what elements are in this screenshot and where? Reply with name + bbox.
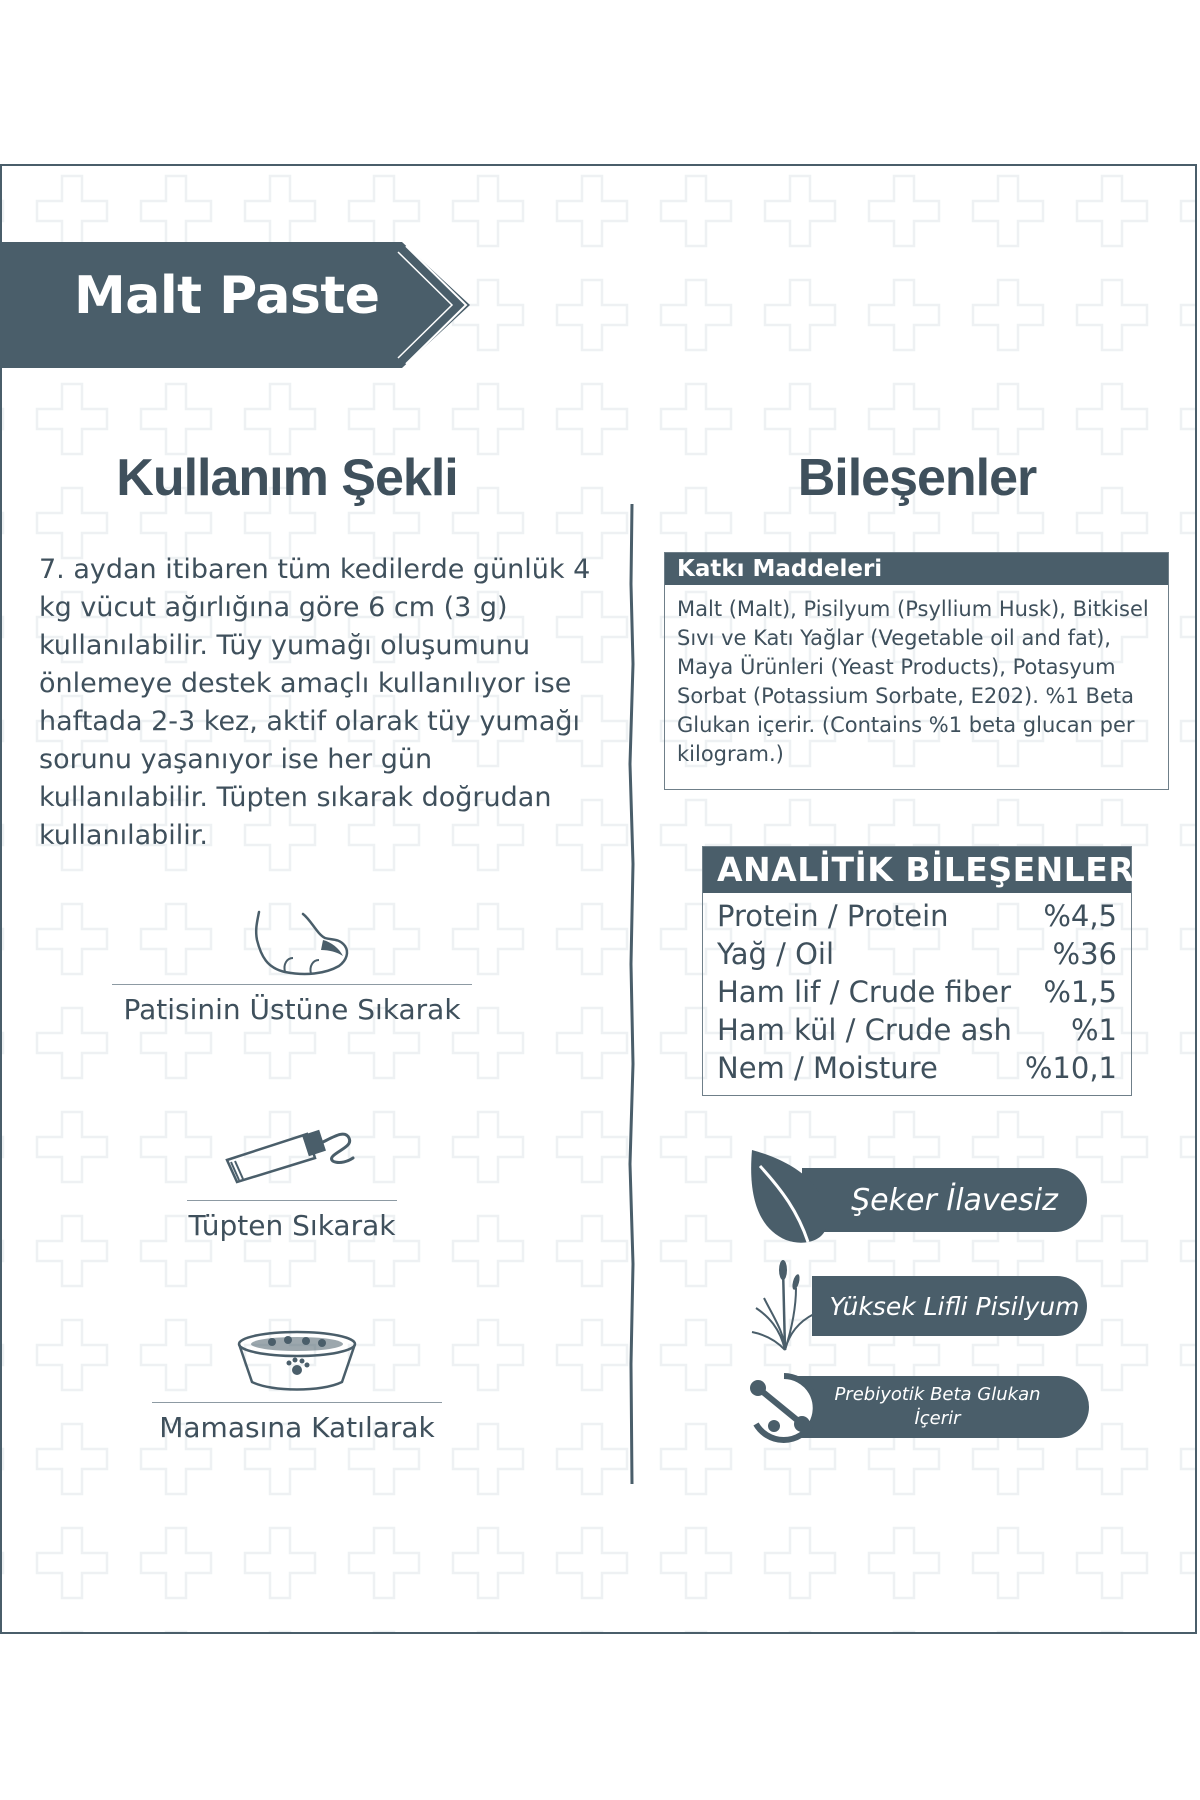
method-label: Mamasına Katılarak <box>159 1411 435 1444</box>
analytic-row <box>703 935 1131 973</box>
column-divider <box>628 504 636 1484</box>
molecule-icon <box>744 1368 822 1448</box>
ingredients-heading: Bileşenler <box>797 449 1037 507</box>
food-bowl-icon <box>232 1326 362 1396</box>
analytic-name: Protein / Protein <box>717 899 949 933</box>
analytic-row <box>703 973 1131 1011</box>
badge-label: Yüksek Lifli Pisilyum <box>812 1276 1087 1336</box>
analytic-value: %1,5 <box>1043 975 1117 1009</box>
product-title: Malt Paste <box>74 266 380 326</box>
additives-text: Malt (Malt), Pisilyum (Psyllium Husk), Bitkisel Sıvı ve Katı Yağlar (Vegetable oil and fat), Maya Ürünleri (Yeast Products), Potasyum Sorbat (Potassium Sorbate, E202). %1 Beta Glukan içerir. (Contains %1 beta glucan per kilogram.) <box>677 597 1149 766</box>
analytic-value: %4,5 <box>1043 899 1117 933</box>
analytic-name: Ham kül / Crude ash <box>717 1013 1012 1047</box>
badge-beta-glucan <box>744 1368 1096 1448</box>
analytic-name: Ham lif / Crude fiber <box>717 975 1012 1009</box>
paw-icon <box>227 908 357 980</box>
additives-title: Katkı Maddeleri <box>665 553 1168 585</box>
leaf-icon <box>742 1146 838 1246</box>
analytic-box <box>702 846 1135 1096</box>
method-label: Patisinin Üstüne Sıkarak <box>123 993 461 1026</box>
badge-label: Şeker İlavesiz <box>802 1168 1087 1232</box>
analytic-title: ANALİTİK BİLEŞENLER <box>703 847 1131 893</box>
method-paw <box>112 908 472 1026</box>
product-card <box>0 164 1197 1634</box>
badge-no-sugar <box>742 1146 1092 1246</box>
analytic-row <box>703 1011 1131 1049</box>
analytic-value: %36 <box>1052 937 1117 971</box>
analytic-name: Yağ / Oil <box>717 937 835 971</box>
analytic-row <box>703 1049 1131 1087</box>
analytic-value: %1 <box>1070 1013 1117 1047</box>
analytic-row <box>703 897 1131 935</box>
psyllium-plant-icon <box>750 1258 820 1354</box>
analytic-name: Nem / Moisture <box>717 1051 938 1085</box>
method-tube <box>187 1116 397 1242</box>
usage-heading: Kullanım Şekli <box>116 449 458 507</box>
additives-box <box>664 552 1169 790</box>
analytic-value: %10,1 <box>1024 1051 1117 1085</box>
badge-label: Prebiyotik Beta Glukan İçerir <box>796 1376 1089 1438</box>
usage-text: 7. aydan itibaren tüm kedilerde günlük 4 kg vücut ağırlığına göre 6 cm (3 g) kullanılabilir. Tüy yumağı oluşumunu önlemeye destek amaçlı kullanılıyor ise haftada 2-3 kez, aktif olarak tüy yumağı sorunu yaşanıyor ise her gün kullanılabilir. Tüpten sıkarak doğrudan kullanılabilir. <box>39 554 591 851</box>
tube-icon <box>217 1116 367 1196</box>
badge-psyllium <box>750 1266 1095 1346</box>
method-bowl <box>152 1326 442 1444</box>
method-label: Tüpten Sıkarak <box>188 1209 396 1242</box>
